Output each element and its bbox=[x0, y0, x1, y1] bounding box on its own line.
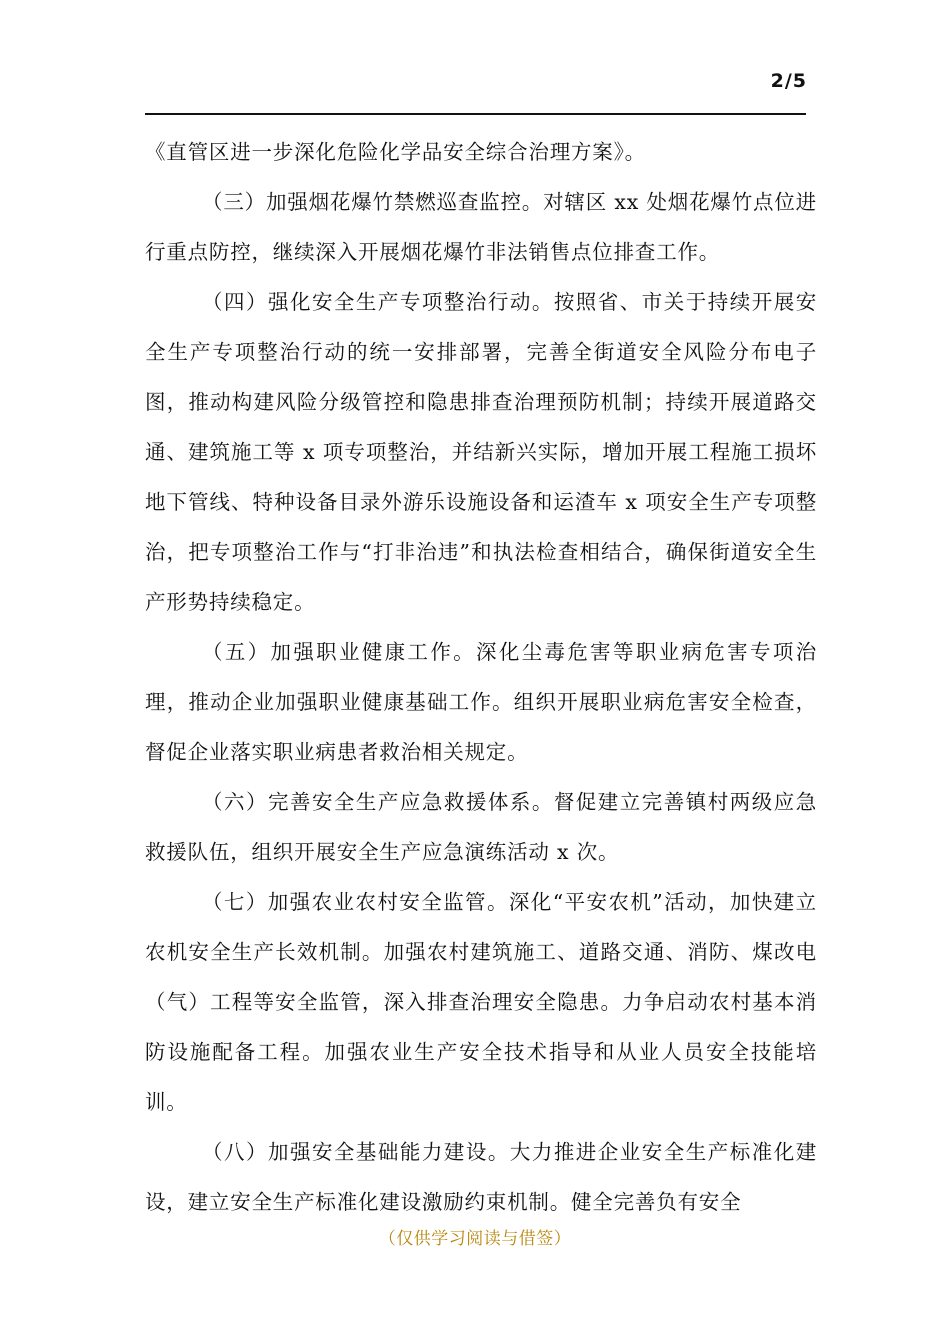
header-divider bbox=[145, 113, 806, 115]
paragraph-section-5: （五）加强职业健康工作。深化尘毒危害等职业病危害专项治理，推动企业加强职业健康基础工作。组织开展职业病危害安全检查，督促企业落实职业病患者救治相关规定。 bbox=[145, 640, 817, 764]
paragraph-section-6: （六）完善安全生产应急救援体系。督促建立完善镇村两级应急救援队伍，组织开展安全生产应急演练活动 x 次。 bbox=[145, 790, 817, 864]
paragraph-section-4: （四）强化安全生产专项整治行动。按照省、市关于持续开展安全生产专项整治行动的统一安排部署，完善全街道安全风险分布电子图，推动构建风险分级管控和隐患排查治理预防机制；持续开展道路交通、建筑施工等 x 项专项整治，并结新兴实际，增加开展工程施工损坏地下管线、特种设备目录外游乐设施设备和运渣车 x 项安全生产专项整治，把专项整治工作与“打非治违”和执法检查相结合，确保街道安全生产形势持续稳定。 bbox=[145, 290, 817, 614]
paragraph-section-8: （八）加强安全基础能力建设。大力推进企业安全生产标准化建设，建立安全生产标准化建设激励约束机制。健全完善负有安全 bbox=[145, 1140, 817, 1214]
paragraph-continuation: 《直管区进一步深化危险化学品安全综合治理方案》。 bbox=[145, 140, 646, 164]
paragraph-section-3: （三）加强烟花爆竹禁燃巡查监控。对辖区 xx 处烟花爆竹点位进行重点防控，继续深入开展烟花爆竹非法销售点位排查工作。 bbox=[145, 190, 817, 264]
footer-note: （仅供学习阅读与借签） bbox=[378, 1229, 572, 1249]
document-body bbox=[145, 127, 817, 1227]
paragraph-section-7: （七）加强农业农村安全监管。深化“平安农机”活动，加快建立农机安全生产长效机制。加强农村建筑施工、道路交通、消防、煤改电（气）工程等安全监管，深入排查治理安全隐患。力争启动农村基本消防设施配备工程。加强农业生产安全技术指导和从业人员安全技能培训。 bbox=[145, 890, 817, 1114]
page-number: 2/5 bbox=[770, 70, 807, 92]
